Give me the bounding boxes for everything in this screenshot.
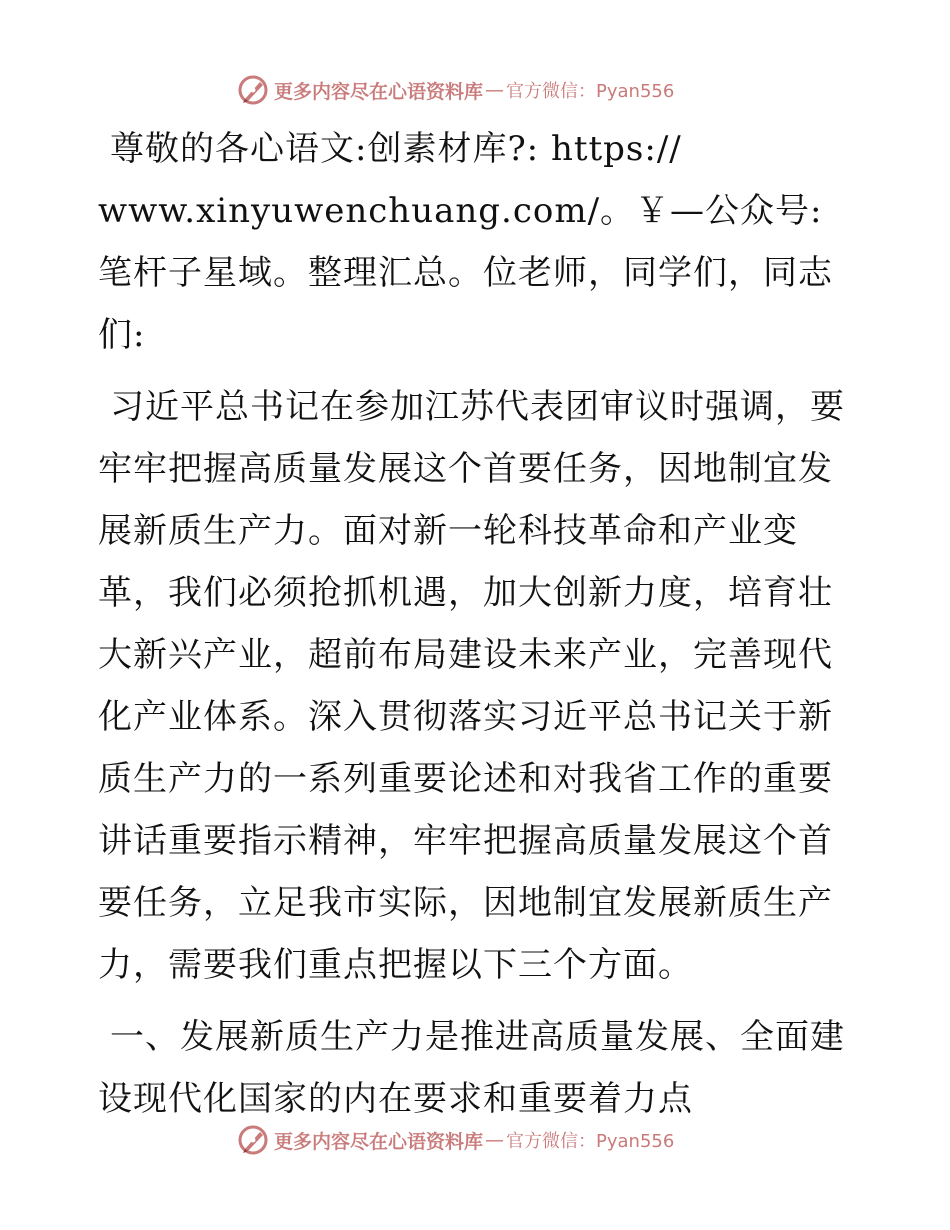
footer-banner-wechat: 官方微信：Pyan556 [506, 1131, 675, 1152]
document-body [98, 118, 858, 1130]
section-heading: 一、发展新质生产力是推进高质量发展、全面建设现代化国家的内在要求和重要着力点 [98, 1017, 845, 1119]
greeting-paragraph: 尊敬的各心语文:创素材库?: https:// www.xinyuwenchuang.com/。￥—公众号: 笔杆子星域。整理汇总。位老师，同学们，同志们: [98, 129, 833, 355]
body-paragraph: 习近平总书记在参加江苏代表团审议时强调，要牢牢把握高质量发展这个首要任务，因地制宜发展新质生产力。面对新一轮科技革命和产业变革，我们必须抢抓机遇，加大创新力度，培育壮大新兴产业，超前布局建设未来产业，完善现代化产业体系。深入贯彻落实习近平总书记关于新质生产力的一系列重要论述和对我省工作的重要讲话重要指示精神，牢牢把握高质量发展这个首要任务，立足我市实际，因地制宜发展新质生产力，需要我们重点把握以下三个方面。 [98, 387, 845, 985]
header-banner [236, 72, 674, 108]
banner-title: 更多内容尽在心语资料库 [274, 80, 484, 103]
pen-logo-icon [236, 1123, 270, 1157]
footer-banner-title: 更多内容尽在心语资料库 [274, 1130, 484, 1153]
footer-banner-dash: — [485, 1129, 505, 1151]
footer-banner [236, 1122, 674, 1158]
pen-logo-icon [236, 73, 270, 107]
banner-wechat: 官方微信：Pyan556 [506, 81, 675, 102]
banner-dash: — [485, 79, 505, 101]
